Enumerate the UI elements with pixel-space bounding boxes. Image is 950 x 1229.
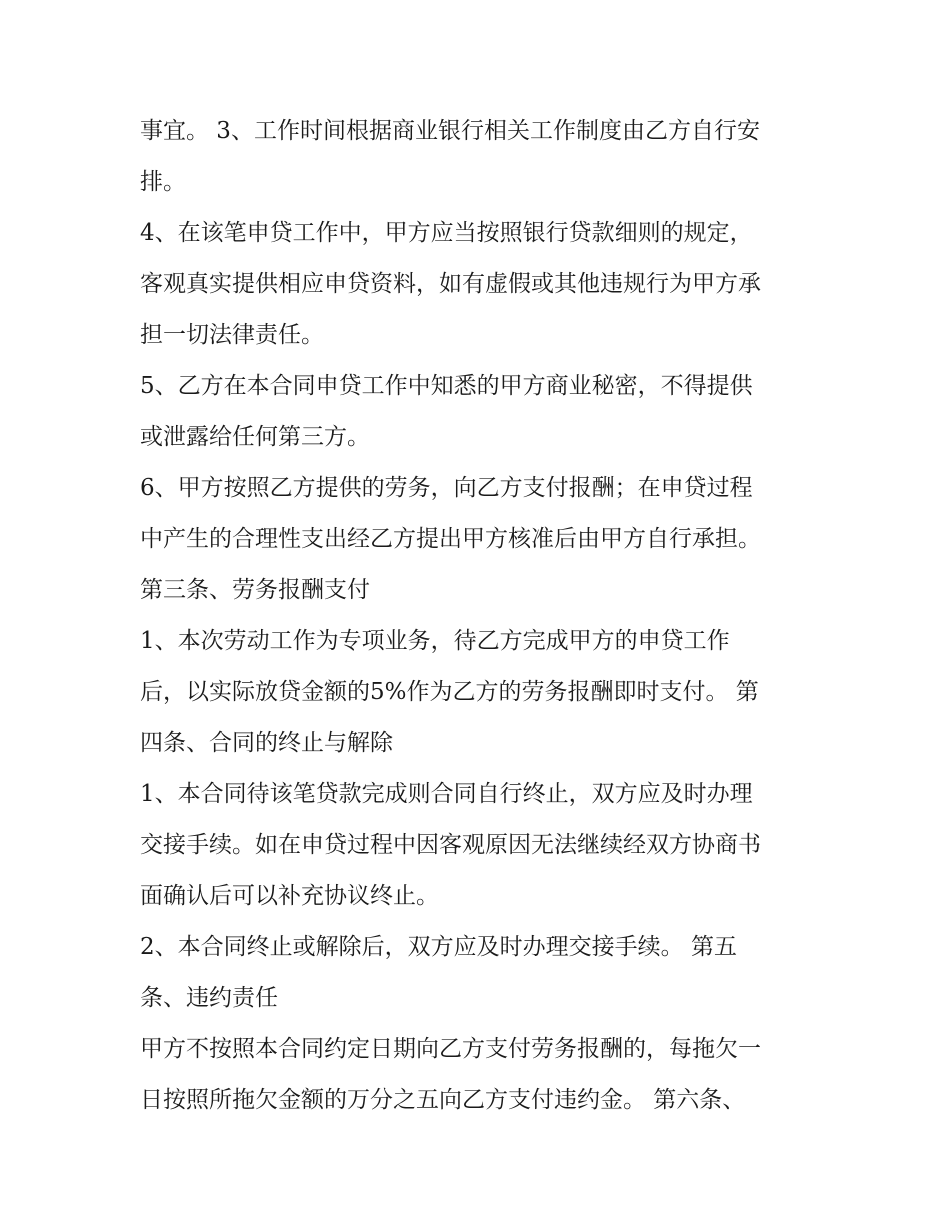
text-line: 交接手续。如在申贷过程中因客观原因无法继续经双方协商书 xyxy=(140,832,761,858)
text-line: 后，以实际放贷金额的5%作为乙方的劳务报酬即时支付。 第 xyxy=(140,679,759,705)
section-heading: 四条、合同的终止与解除 xyxy=(140,730,393,756)
text-line: 担一切法律责任。 xyxy=(140,322,324,348)
text-line: 1、本合同待该笔贷款完成则合同自行终止，双方应及时办理 xyxy=(140,781,753,807)
section-heading: 条、违约责任 xyxy=(140,985,278,1011)
text-line: 甲方不按照本合同约定日期向乙方支付劳务报酬的，每拖欠一 xyxy=(140,1036,761,1062)
text-line: 中产生的合理性支出经乙方提出甲方核准后由甲方自行承担。 xyxy=(140,526,761,552)
text-line: 事宜。 3、工作时间根据商业银行相关工作制度由乙方自行安 xyxy=(140,118,760,144)
text-line: 面确认后可以补充协议终止。 xyxy=(140,883,439,909)
text-line: 或泄露给任何第三方。 xyxy=(140,424,370,450)
section-heading: 第三条、劳务报酬支付 xyxy=(140,577,370,603)
text-line: 6、甲方按照乙方提供的劳务，向乙方支付报酬；在申贷过程 xyxy=(140,475,753,501)
text-line: 日按照所拖欠金额的万分之五向乙方支付违约金。 第六条、 xyxy=(140,1087,746,1113)
contract-text xyxy=(140,106,840,1126)
text-line: 客观真实提供相应申贷资料，如有虚假或其他违规行为甲方承 xyxy=(140,271,761,297)
text-line: 排。 xyxy=(140,169,186,195)
text-line: 4、在该笔申贷工作中，甲方应当按照银行贷款细则的规定， xyxy=(140,220,753,246)
text-line: 5、乙方在本合同申贷工作中知悉的甲方商业秘密，不得提供 xyxy=(140,373,753,399)
text-line: 2、本合同终止或解除后，双方应及时办理交接手续。 第五 xyxy=(140,934,737,960)
text-line: 1、本次劳动工作为专项业务，待乙方完成甲方的申贷工作 xyxy=(140,628,730,654)
